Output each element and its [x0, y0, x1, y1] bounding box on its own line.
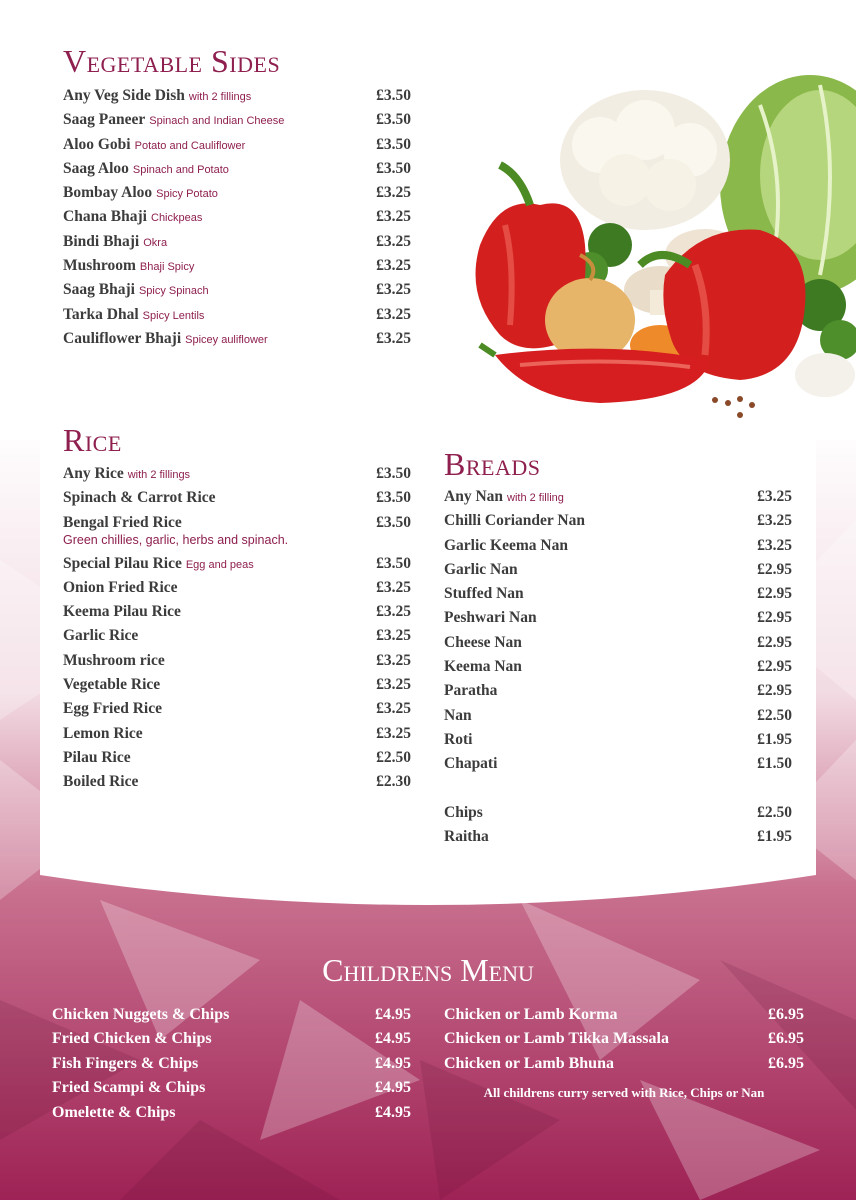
- item-name-text: Paratha: [444, 682, 498, 700]
- item-price: £3.50: [376, 513, 411, 531]
- menu-item: [63, 208, 411, 232]
- menu-item: [444, 1006, 804, 1030]
- item-name-text: Pilau Rice: [63, 748, 131, 766]
- menu-item: [63, 700, 411, 724]
- item-price: £3.25: [757, 536, 792, 554]
- item-name-text: Stuffed Nan: [444, 585, 524, 603]
- item-name-text: Roti: [444, 730, 473, 748]
- item-name: [444, 658, 522, 676]
- item-name: [63, 208, 202, 226]
- item-name-text: Chips: [444, 804, 483, 821]
- item-name: [63, 579, 178, 597]
- item-name: [63, 233, 167, 251]
- item-price: £3.25: [757, 512, 792, 530]
- item-name-text: Peshwari Nan: [444, 609, 537, 627]
- menu-item: [63, 111, 411, 135]
- item-description: Chickpeas: [151, 212, 203, 225]
- menu-item: [444, 609, 792, 633]
- item-price: £3.25: [376, 700, 411, 718]
- item-price: £4.95: [375, 1054, 411, 1072]
- item-name: [63, 627, 138, 645]
- menu-item: [444, 1030, 804, 1054]
- rice-title: Rice: [63, 422, 122, 458]
- item-name: [52, 1104, 176, 1122]
- breads-extras-list: [444, 804, 792, 853]
- item-name-text: Saag Aloo: [63, 159, 129, 177]
- menu-item: [63, 257, 411, 281]
- item-name: [444, 1006, 617, 1024]
- item-name-text: Saag Paneer: [63, 111, 146, 129]
- item-description: Bhaji Spicy: [139, 261, 195, 274]
- item-name-text: Keema Pilau Rice: [63, 603, 181, 621]
- item-name: [63, 184, 218, 202]
- item-name-text: Garlic Nan: [444, 560, 518, 578]
- childrens-menu-note: All childrens curry served with Rice, Chips or Nan: [483, 1085, 765, 1100]
- item-name-text: Fish Fingers & Chips: [52, 1054, 199, 1072]
- item-price: £3.25: [376, 627, 411, 645]
- item-price: £3.50: [376, 87, 411, 104]
- rice-list: [63, 465, 411, 798]
- item-name: [444, 731, 472, 749]
- item-price: £2.95: [757, 585, 792, 603]
- menu-item: [63, 233, 411, 257]
- item-name: [63, 330, 268, 348]
- vegetable-sides-title: Vegetable Sides: [63, 43, 281, 79]
- item-price: £3.25: [376, 184, 411, 202]
- item-name: [444, 755, 497, 773]
- item-name-text: Cheese Nan: [444, 633, 522, 651]
- item-description: Egg and peas: [185, 558, 254, 571]
- item-name-text: Bengal Fried Rice: [63, 513, 182, 531]
- item-name-text: Chicken or Lamb Tikka Massala: [444, 1030, 669, 1048]
- item-name-text: Fried Scampi & Chips: [52, 1079, 206, 1097]
- item-name: [52, 1030, 212, 1048]
- menu-item: [63, 306, 411, 330]
- item-name: [444, 561, 518, 579]
- item-name-text: Nan: [444, 706, 472, 724]
- item-name: [63, 773, 138, 791]
- item-name: [63, 514, 182, 532]
- menu-item: [63, 136, 411, 160]
- item-description: Spicey auliflower: [185, 333, 268, 346]
- item-price: £2.30: [376, 773, 411, 791]
- item-price: £1.95: [757, 730, 792, 748]
- menu-item: [63, 603, 411, 627]
- item-name-text: Bombay Aloo: [63, 184, 153, 202]
- item-name: [63, 87, 251, 105]
- item-name: [444, 804, 483, 822]
- item-name-text: Mushroom rice: [63, 651, 165, 669]
- menu-item: [63, 676, 411, 700]
- menu-item: [63, 465, 411, 489]
- item-name-text: Omelette & Chips: [52, 1103, 176, 1121]
- item-name-text: Aloo Gobi: [63, 135, 131, 153]
- item-price: £3.25: [757, 488, 792, 505]
- item-name: [63, 603, 181, 621]
- item-description: Spinach and Indian Cheese: [149, 115, 285, 128]
- item-name-text: Fried Chicken & Chips: [52, 1030, 212, 1048]
- item-name: [444, 512, 585, 530]
- item-name-text: Chicken or Lamb Bhuna: [444, 1054, 614, 1072]
- menu-item: [444, 804, 792, 828]
- menu-item: [444, 561, 792, 585]
- menu-item: [52, 1055, 411, 1079]
- item-name: [63, 749, 131, 767]
- menu-item: [444, 1055, 804, 1079]
- item-subdescription: Green chillies, garlic, herbs and spinach.: [63, 532, 289, 547]
- item-name-text: Keema Nan: [444, 658, 522, 676]
- menu-item: [444, 658, 792, 682]
- item-price: £3.50: [376, 465, 411, 482]
- item-name-text: Bindi Bhaji: [63, 232, 140, 250]
- item-name: [444, 585, 524, 603]
- item-description: Spicy Lentils: [142, 309, 205, 322]
- item-price: £3.25: [376, 281, 411, 299]
- menu-item: [63, 652, 411, 676]
- item-name: [444, 1055, 614, 1073]
- item-name-text: Tarka Dhal: [63, 305, 139, 323]
- menu-item: [444, 755, 792, 779]
- item-price: £4.95: [375, 1079, 411, 1097]
- item-price: £2.50: [757, 804, 792, 821]
- menu-item: [63, 749, 411, 773]
- item-price: £3.25: [376, 257, 411, 275]
- item-price: £3.25: [376, 676, 411, 694]
- item-name: [444, 1030, 669, 1048]
- item-price: £6.95: [768, 1054, 804, 1072]
- item-name-text: Spinach & Carrot Rice: [63, 489, 216, 507]
- item-price: £3.25: [376, 724, 411, 742]
- item-name-text: Onion Fried Rice: [63, 578, 178, 596]
- item-description: with 2 fillings: [127, 469, 191, 481]
- item-name-text: Any Veg Side Dish: [63, 87, 185, 104]
- menu-item: [444, 488, 792, 512]
- menu-item: [63, 87, 411, 111]
- menu-item: [63, 160, 411, 184]
- menu-item: [63, 773, 411, 797]
- item-price: £3.50: [376, 111, 411, 129]
- item-name-text: Chapati: [444, 755, 498, 773]
- item-price: £2.50: [757, 706, 792, 724]
- item-description: with 2 fillings: [188, 91, 252, 103]
- item-price: £6.95: [768, 1030, 804, 1048]
- item-name: [63, 555, 254, 573]
- item-name: [63, 281, 209, 299]
- breads-list: [444, 488, 792, 780]
- menu-item: [444, 682, 792, 706]
- item-name-text: Vegetable Rice: [63, 676, 161, 694]
- menu-item: [444, 537, 792, 561]
- item-price: £4.95: [375, 1030, 411, 1048]
- item-name-text: Chicken or Lamb Korma: [444, 1006, 618, 1023]
- item-description: with 2 filling: [507, 492, 564, 504]
- item-name: [63, 465, 190, 483]
- item-price: £3.25: [376, 305, 411, 323]
- menu-item: [63, 489, 411, 513]
- item-price: £3.50: [376, 159, 411, 177]
- menu-item: [444, 707, 792, 731]
- item-description: Spicy Spinach: [138, 285, 209, 298]
- item-price: £4.95: [375, 1006, 411, 1023]
- item-price: £3.25: [376, 329, 411, 347]
- item-name-text: Cauliflower Bhaji: [63, 329, 182, 347]
- menu-item: [52, 1104, 411, 1128]
- item-name: [63, 257, 194, 275]
- childrens-menu-left-list: [52, 1006, 411, 1128]
- item-price: £2.50: [376, 748, 411, 766]
- item-price: £3.25: [376, 208, 411, 226]
- item-name: [444, 609, 537, 627]
- item-name-text: Mushroom: [63, 257, 136, 275]
- item-description: Potato and Cauliflower: [134, 139, 246, 152]
- item-price: £2.95: [757, 633, 792, 651]
- item-price: £1.95: [757, 828, 792, 846]
- item-price: £2.95: [757, 609, 792, 627]
- item-name: [444, 537, 568, 555]
- item-name-text: Chana Bhaji: [63, 208, 147, 226]
- item-name-text: Special Pilau Rice: [63, 554, 182, 572]
- menu-item: [444, 585, 792, 609]
- item-name: [444, 634, 522, 652]
- item-name: [52, 1079, 205, 1097]
- menu-item: [52, 1079, 411, 1103]
- item-name: [444, 488, 564, 506]
- item-price: £4.95: [375, 1103, 411, 1121]
- menu-item: [63, 281, 411, 305]
- item-name: [52, 1055, 198, 1073]
- menu-item: [63, 725, 411, 749]
- item-name: [63, 306, 204, 324]
- menu-item: [63, 627, 411, 651]
- item-name-text: Any Rice: [63, 465, 124, 482]
- item-price: £2.95: [757, 658, 792, 676]
- item-name: [444, 682, 497, 700]
- item-name: [63, 725, 143, 743]
- item-name-text: Lemon Rice: [63, 724, 143, 742]
- item-name-text: Boiled Rice: [63, 773, 139, 791]
- item-name: [63, 676, 160, 694]
- vegetables-image: [460, 45, 856, 425]
- item-price: £3.50: [376, 554, 411, 572]
- item-price: £3.25: [376, 578, 411, 596]
- item-name-text: Garlic Keema Nan: [444, 536, 568, 554]
- item-name-text: Garlic Rice: [63, 627, 139, 645]
- item-name: [63, 111, 284, 129]
- item-name: [52, 1006, 229, 1024]
- item-name-text: Egg Fried Rice: [63, 700, 163, 718]
- item-name: [444, 828, 489, 846]
- childrens-menu-title: Childrens Menu: [322, 952, 534, 988]
- item-price: £3.25: [376, 232, 411, 250]
- item-price: £2.95: [757, 560, 792, 578]
- menu-item: [444, 512, 792, 536]
- item-name: [63, 160, 229, 178]
- item-name: [63, 652, 165, 670]
- item-name: [63, 136, 245, 154]
- item-name: [63, 700, 162, 718]
- item-price: £3.25: [376, 603, 411, 621]
- vegetable-sides-list: [63, 87, 411, 354]
- item-name-text: Any Nan: [444, 488, 504, 505]
- item-name-text: Chicken Nuggets & Chips: [52, 1006, 230, 1023]
- item-name-text: Saag Bhaji: [63, 281, 135, 299]
- item-price: £3.50: [376, 135, 411, 153]
- item-price: £3.50: [376, 489, 411, 507]
- menu-item: [63, 184, 411, 208]
- item-price: £2.95: [757, 682, 792, 700]
- item-name: [63, 489, 216, 507]
- item-name: [444, 707, 472, 725]
- menu-item: [444, 634, 792, 658]
- menu-item: [52, 1030, 411, 1054]
- item-price: £6.95: [768, 1006, 804, 1023]
- menu-item: [444, 731, 792, 755]
- menu-item: [63, 555, 411, 579]
- childrens-menu-right-list: [444, 1006, 804, 1079]
- item-name-text: Raitha: [444, 828, 489, 846]
- item-name-text: Chilli Coriander Nan: [444, 512, 585, 530]
- item-description: Okra: [143, 236, 168, 249]
- item-description: Spicy Potato: [156, 188, 218, 201]
- menu-item: [63, 514, 411, 555]
- menu-item: [63, 579, 411, 603]
- item-price: £3.25: [376, 651, 411, 669]
- item-description: Spinach and Potato: [132, 163, 229, 176]
- item-price: £1.50: [757, 755, 792, 773]
- menu-item: [63, 330, 411, 354]
- menu-item: [52, 1006, 411, 1030]
- menu-item: [444, 828, 792, 852]
- breads-title: Breads: [444, 446, 541, 482]
